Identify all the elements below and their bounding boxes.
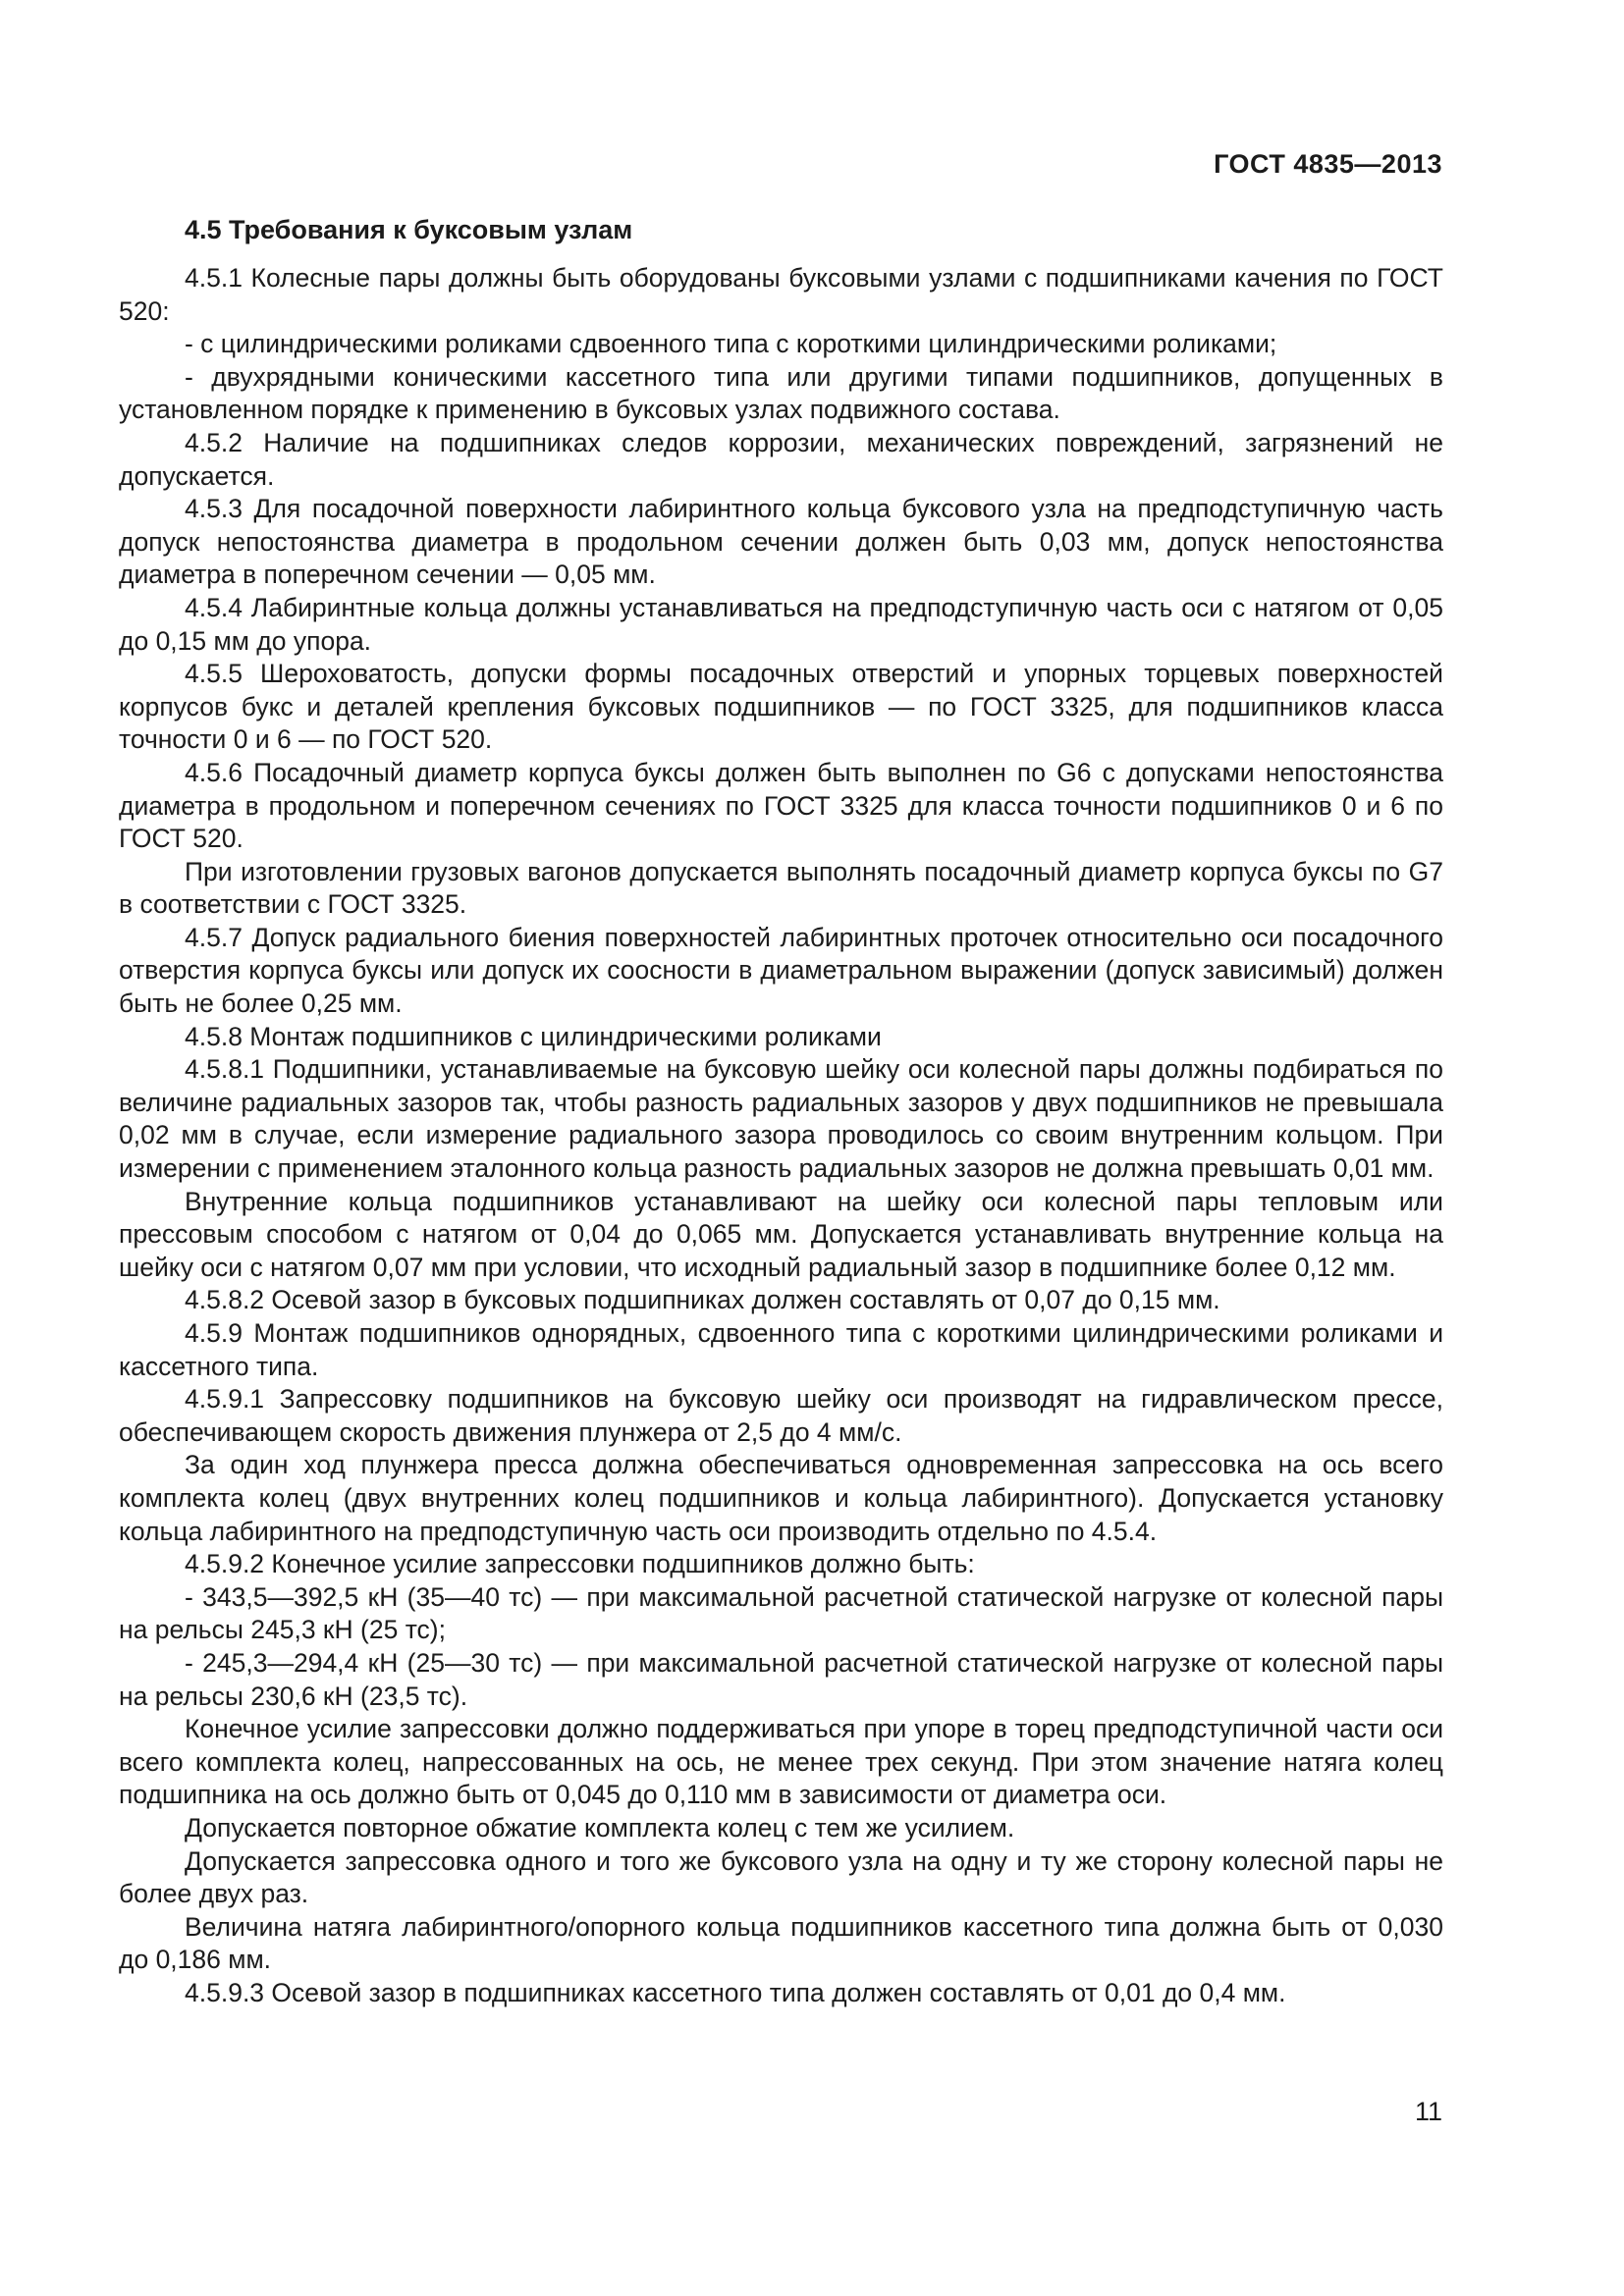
- paragraph: 4.5.5 Шероховатость, допуски формы посадочных отверстий и упорных торцевых поверхностей корпусов букс и деталей крепления буксовых подшипников — по ГОСТ 3325, для подшипников класса точности 0 и 6 — по ГОСТ 520.: [119, 659, 1443, 755]
- paragraph: 4.5.9.2 Конечное усилие запрессовки подшипников должно быть:: [185, 1549, 975, 1579]
- paragraph: - с цилиндрическими роликами сдвоенного типа с короткими цилиндрическими роликами;: [185, 329, 1277, 359]
- paragraph: 4.5.8.1 Подшипники, устанавливаемые на буксовую шейку оси колесной пары должны подбираться по величине радиальных зазоров так, чтобы разность радиальных зазоров у двух подшипников не превышала 0,02 мм в случае, если измерение радиального зазора проводилось со своим внутренним кольцом. При измерении с применением эталонного кольца разность радиальных зазоров не должна превышать 0,01 мм.: [119, 1054, 1443, 1184]
- paragraph: 4.5.7 Допуск радиального биения поверхностей лабиринтных проточек относительно оси посадочного отверстия корпуса буксы или допуск их соосности в диаметральном выражении (допуск зависимый) должен быть не более 0,25 мм.: [119, 922, 1443, 1019]
- paragraph: 4.5.2 Наличие на подшипниках следов коррозии, механических повреждений, загрязнений не допускается.: [119, 427, 1443, 491]
- paragraph: Допускается запрессовка одного и того же буксового узла на одну и ту же сторону колесной пары не более двух раз.: [119, 1845, 1443, 1909]
- paragraph: 4.5.1 Колесные пары должны быть оборудованы буксовыми узлами с подшипниками качения по ГОСТ 520:: [119, 263, 1443, 326]
- page-number: 11: [1414, 2097, 1442, 2126]
- paragraph: - двухрядными коническими кассетного типа или другими типами подшипников, допущенных в установленном порядке к применению в буксовых узлах подвижного состава.: [119, 361, 1443, 425]
- paragraph: - 245,3—294,4 кН (25—30 тс) — при максимальной расчетной статической нагрузке от колесной пары на рельсы 230,6 кН (23,5 тс).: [119, 1647, 1443, 1711]
- paragraph: 4.5.9.1 Запрессовку подшипников на буксовую шейку оси производят на гидравлическом прессе, обеспечивающем скорость движения плунжера от 2,5 до 4 мм/с.: [119, 1384, 1443, 1447]
- paragraph: 4.5.8 Монтаж подшипников с цилиндрическими роликами: [185, 1021, 882, 1051]
- paragraph: 4.5.6 Посадочный диаметр корпуса буксы должен быть выполнен по G6 с допусками непостоянства диаметра в продольном и поперечном сечениях по ГОСТ 3325 для класса точности подшипников 0 и 6 по ГОСТ 520.: [119, 757, 1443, 854]
- paragraph: - 343,5—392,5 кН (35—40 тс) — при максимальной расчетной статической нагрузке от колесной пары на рельсы 245,3 кН (25 тс);: [119, 1581, 1443, 1645]
- paragraph: 4.5.9 Монтаж подшипников однорядных, сдвоенного типа с короткими цилиндрическими роликами и кассетного типа.: [119, 1318, 1443, 1381]
- paragraph: За один ход плунжера пресса должна обеспечиваться одновременная запрессовка на ось всего комплекта колец (двух внутренних колец подшипников и кольца лабиринтного). Допускается установку кольца лабиринтного на предподступичную часть оси производить отдельно по 4.5.4.: [119, 1450, 1443, 1546]
- paragraph: При изготовлении грузовых вагонов допускается выполнять посадочный диаметр корпуса буксы по G7 в соответствии с ГОСТ 3325.: [119, 856, 1443, 920]
- paragraph: 4.5.8.2 Осевой зазор в буксовых подшипниках должен составлять от 0,07 до 0,15 мм.: [185, 1285, 1220, 1315]
- paragraph: Допускается повторное обжатие комплекта колец с тем же усилием.: [185, 1812, 1015, 1842]
- document-body: [119, 262, 1443, 2009]
- paragraph: Внутренние кольца подшипников устанавливают на шейку оси колесной пары тепловым или прессовым способом с натягом от 0,04 до 0,065 мм. Допускается устанавливать внутренние кольца на шейку оси с натягом 0,07 мм при условии, что исходный радиальный зазор в подшипнике более 0,12 мм.: [119, 1186, 1443, 1282]
- paragraph: Конечное усилие запрессовки должно поддерживаться при упоре в торец предподступичной части оси всего комплекта колец, напрессованных на ось, не менее трех секунд. При этом значение натяга колец подшипника на ось должно быть от 0,045 до 0,110 мм в зависимости от диаметра оси.: [119, 1714, 1443, 1810]
- section-title: 4.5 Требования к буксовым узлам: [185, 215, 633, 244]
- paragraph: 4.5.9.3 Осевой зазор в подшипниках кассетного типа должен составлять от 0,01 до 0,4 мм.: [185, 1977, 1286, 2007]
- paragraph: 4.5.4 Лабиринтные кольца должны устанавливаться на предподступичную часть оси с натягом от 0,05 до 0,15 мм до упора.: [119, 592, 1443, 656]
- paragraph: Величина натяга лабиринтного/опорного кольца подшипников кассетного типа должна быть от 0,030 до 0,186 мм.: [119, 1911, 1443, 1975]
- paragraph: 4.5.3 Для посадочной поверхности лабиринтного кольца буксового узла на предподступичную часть допуск непостоянства диаметра в продольном сечении должен быть 0,03 мм, допуск непостоянства диаметра в поперечном сечении — 0,05 мм.: [119, 494, 1443, 590]
- standard-header: ГОСТ 4835—2013: [1214, 149, 1442, 179]
